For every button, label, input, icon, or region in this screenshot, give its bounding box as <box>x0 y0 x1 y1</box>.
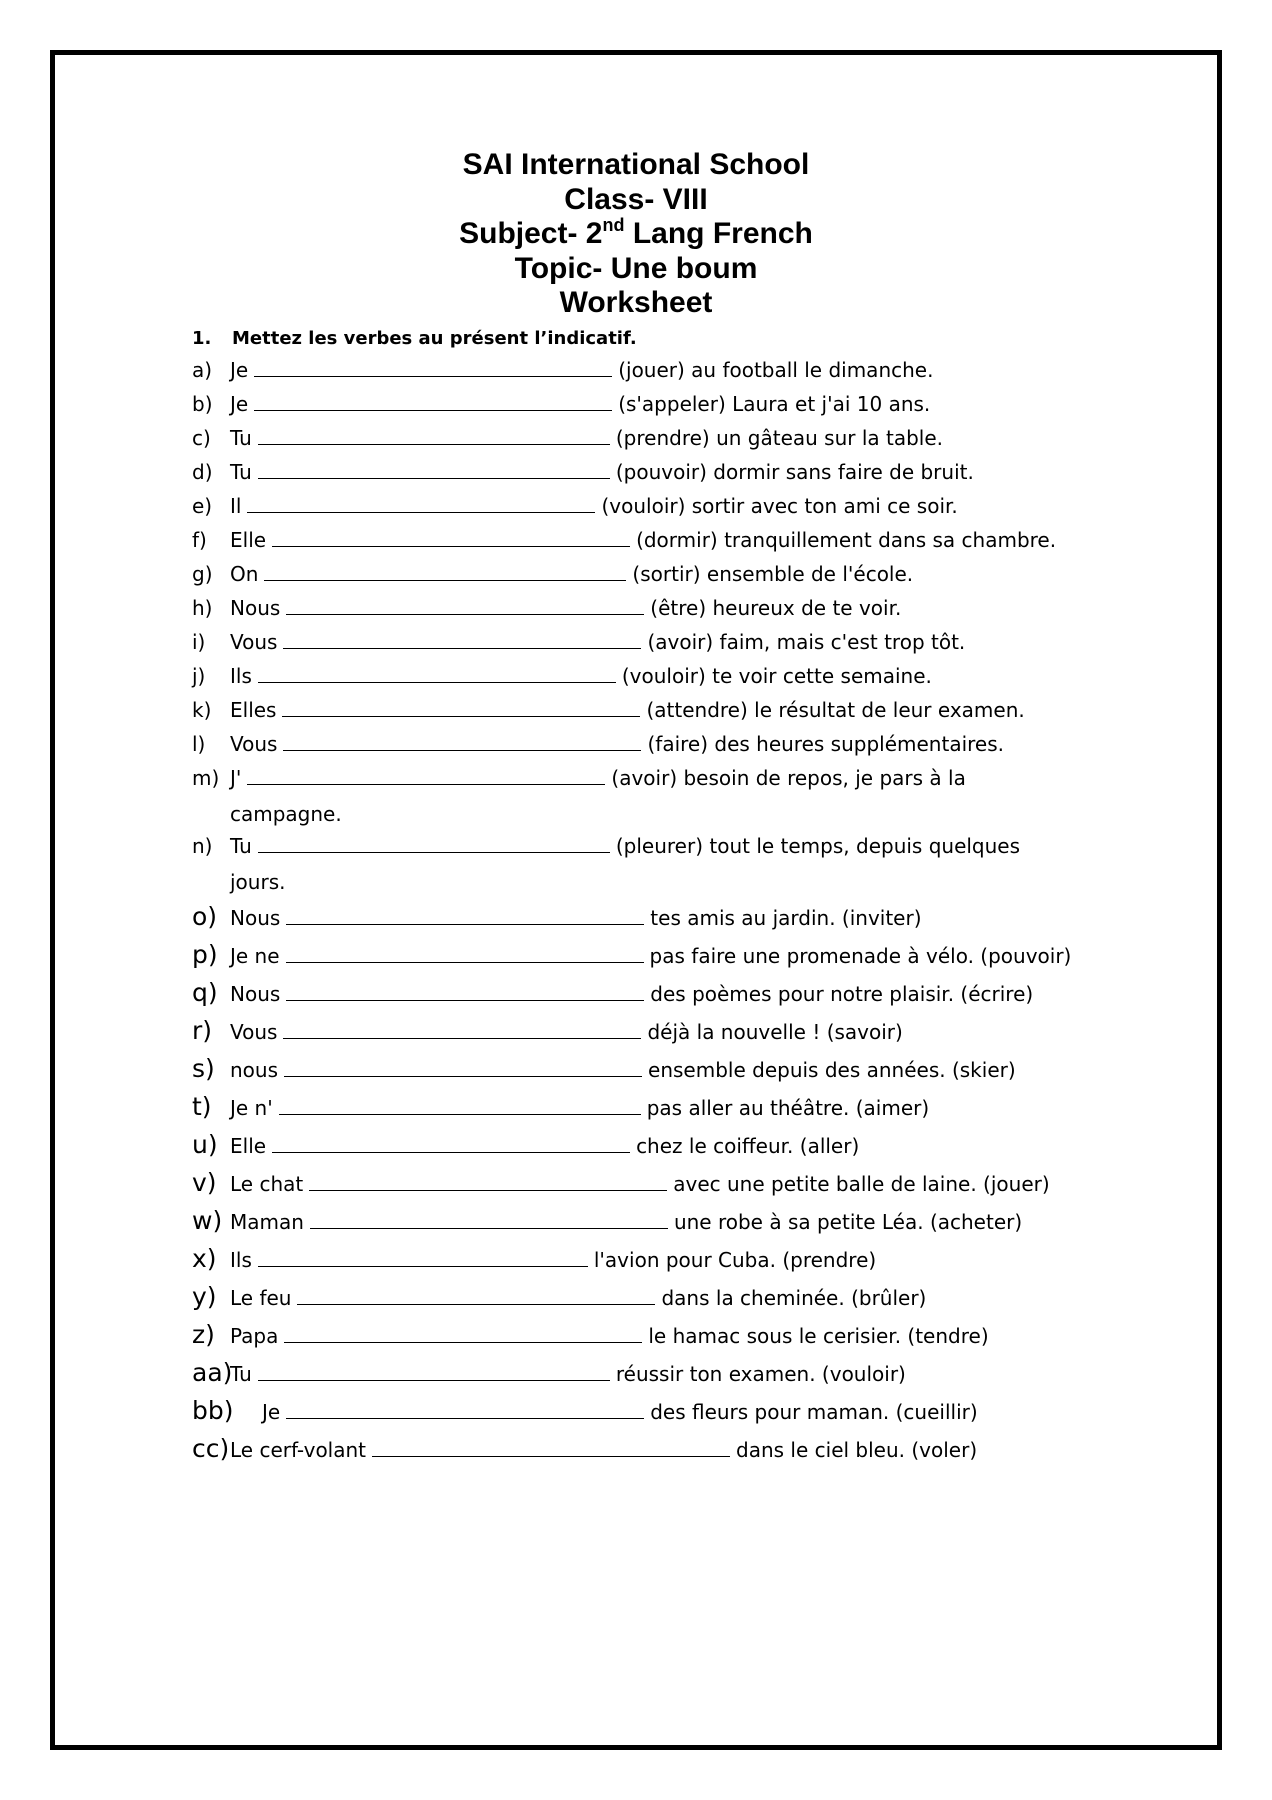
answer-blank[interactable] <box>254 360 612 377</box>
exercise-item <box>192 460 974 484</box>
item-subject: Le cerf-volant <box>230 1438 367 1462</box>
exercise-item <box>192 1358 906 1387</box>
item-subject: Ils <box>230 664 252 688</box>
answer-blank[interactable] <box>272 530 630 547</box>
answer-blank[interactable] <box>258 1250 588 1267</box>
item-subject: Papa <box>230 1324 279 1348</box>
exercise-item <box>192 978 1033 1007</box>
item-letter: s) <box>192 1054 215 1083</box>
exercise-item <box>192 426 943 450</box>
item-prompt: déjà la nouvelle ! (savoir) <box>647 1020 903 1044</box>
exercise-item <box>192 1244 876 1273</box>
item-subject: Il <box>230 494 242 518</box>
task-instruction <box>192 328 637 349</box>
answer-blank[interactable] <box>286 598 644 615</box>
answer-blank[interactable] <box>283 632 641 649</box>
item-prompt: l'avion pour Cuba. (prendre) <box>593 1248 877 1272</box>
answer-blank[interactable] <box>283 734 641 751</box>
answer-blank[interactable] <box>258 836 610 853</box>
exercise-item <box>192 1130 859 1159</box>
exercise-item <box>192 1168 1050 1197</box>
item-letter: q) <box>192 978 218 1007</box>
item-prompt: (vouloir) sortir avec ton ami ce soir. <box>601 494 958 518</box>
answer-blank[interactable] <box>254 394 612 411</box>
item-prompt: ensemble depuis des années. (skier) <box>648 1058 1016 1082</box>
item-prompt: avec une petite balle de laine. (jouer) <box>673 1172 1050 1196</box>
item-subject: Nous <box>230 596 281 620</box>
item-letter: n) <box>192 834 213 858</box>
item-prompt: (être) heureux de te voir. <box>650 596 902 620</box>
answer-blank[interactable] <box>286 946 644 963</box>
item-letter: a) <box>192 358 213 382</box>
item-continuation: campagne. <box>230 802 342 826</box>
item-letter: z) <box>192 1320 215 1349</box>
exercise-item <box>192 1054 1016 1083</box>
item-subject: Elles <box>230 698 277 722</box>
item-prompt: pas faire une promenade à vélo. (pouvoir) <box>649 944 1072 968</box>
exercise-item <box>192 1092 929 1121</box>
item-subject: Je <box>230 392 249 416</box>
answer-blank[interactable] <box>284 1060 642 1077</box>
class-label: Class- VIII <box>564 182 708 216</box>
exercise-item <box>192 596 901 620</box>
item-prompt: une robe à sa petite Léa. (acheter) <box>673 1210 1023 1234</box>
exercise-item <box>192 732 1004 756</box>
answer-blank[interactable] <box>297 1288 655 1305</box>
item-letter: r) <box>192 1016 213 1045</box>
worksheet-title: Worksheet <box>559 286 713 319</box>
answer-blank[interactable] <box>258 462 610 479</box>
item-subject: Tu <box>230 834 252 858</box>
item-subject: Vous <box>230 732 278 756</box>
item-letter: aa) <box>192 1358 233 1387</box>
item-prompt: chez le coiffeur. (aller) <box>636 1134 860 1158</box>
answer-blank[interactable] <box>258 1364 610 1381</box>
item-letter: y) <box>192 1282 217 1311</box>
item-letter: d) <box>192 460 213 484</box>
exercise-item <box>192 902 922 931</box>
item-continuation: jours. <box>230 870 286 894</box>
item-subject: Vous <box>230 630 278 654</box>
answer-blank[interactable] <box>279 1098 641 1115</box>
answer-blank[interactable] <box>310 1212 668 1229</box>
answer-blank[interactable] <box>247 496 595 513</box>
item-letter: j) <box>192 664 206 688</box>
item-subject: Maman <box>230 1210 304 1234</box>
worksheet-header <box>0 148 1272 321</box>
answer-blank[interactable] <box>309 1174 667 1191</box>
exercise-item <box>192 562 913 586</box>
item-prompt: le hamac sous le cerisier. (tendre) <box>648 1324 989 1348</box>
item-prompt: dans le ciel bleu. (voler) <box>736 1438 978 1462</box>
item-letter: v) <box>192 1168 217 1197</box>
item-letter: i) <box>192 630 206 654</box>
item-prompt: (prendre) un gâteau sur la table. <box>615 426 944 450</box>
item-subject: Je n' <box>230 1096 273 1120</box>
item-letter: k) <box>192 698 212 722</box>
item-subject: Ils <box>230 1248 252 1272</box>
item-subject: Vous <box>230 1020 278 1044</box>
exercise-item <box>192 630 965 654</box>
exercise-item <box>192 494 958 518</box>
item-subject: On <box>230 562 259 586</box>
item-prompt: pas aller au théâtre. (aimer) <box>646 1096 930 1120</box>
item-letter: x) <box>192 1244 217 1273</box>
item-subject: Je ne <box>230 944 280 968</box>
answer-blank[interactable] <box>286 984 644 1001</box>
answer-blank[interactable] <box>258 428 610 445</box>
item-letter: w) <box>192 1206 223 1235</box>
exercise-item <box>192 940 1071 969</box>
item-letter: cc) <box>192 1434 230 1463</box>
item-subject: Nous <box>230 982 281 1006</box>
item-letter: o) <box>192 902 218 931</box>
item-subject: Elle <box>230 1134 267 1158</box>
item-subject: Je <box>262 1400 281 1424</box>
item-subject: Le feu <box>230 1286 292 1310</box>
item-letter: p) <box>192 940 218 969</box>
answer-blank[interactable] <box>286 1402 644 1419</box>
item-prompt: tes amis au jardin. (inviter) <box>650 906 922 930</box>
answer-blank[interactable] <box>264 564 626 581</box>
item-subject: J' <box>230 766 242 790</box>
item-subject: Tu <box>230 426 252 450</box>
subject-suffix: Lang French <box>624 217 813 250</box>
item-letter: b) <box>192 392 213 416</box>
item-subject: Le chat <box>230 1172 304 1196</box>
item-letter: e) <box>192 494 213 518</box>
item-letter: c) <box>192 426 211 450</box>
item-prompt: (pouvoir) dormir sans faire de bruit. <box>615 460 974 484</box>
answer-blank[interactable] <box>284 1326 642 1343</box>
item-prompt: (pleurer) tout le temps, depuis quelques <box>615 834 1021 858</box>
item-subject: Je <box>230 358 249 382</box>
item-prompt: (vouloir) te voir cette semaine. <box>621 664 932 688</box>
subject-label <box>0 217 1272 252</box>
exercise-item <box>192 1320 989 1349</box>
item-prompt: (dormir) tranquillement dans sa chambre. <box>636 528 1057 552</box>
item-subject: Elle <box>230 528 267 552</box>
item-prompt: (avoir) besoin de repos, je pars à la <box>611 766 966 790</box>
subject-prefix: Subject- 2 <box>459 217 603 250</box>
item-prompt: réussir ton examen. (vouloir) <box>615 1362 906 1386</box>
task-number: 1. <box>192 328 212 349</box>
topic-label: Topic- Une boum <box>514 251 758 285</box>
answer-blank[interactable] <box>372 1440 730 1457</box>
item-letter: m) <box>192 766 220 790</box>
item-subject: Tu <box>230 1362 252 1386</box>
exercise-item <box>192 1206 1022 1235</box>
school-name: SAI International School <box>462 148 810 181</box>
item-prompt: (avoir) faim, mais c'est trop tôt. <box>647 630 966 654</box>
subject-superscript: nd <box>602 215 625 235</box>
task-text: Mettez les verbes au présent l’indicatif. <box>232 328 637 349</box>
exercise-item <box>192 1282 926 1311</box>
answer-blank[interactable] <box>258 666 616 683</box>
exercise-item <box>192 392 930 416</box>
item-subject: nous <box>230 1058 279 1082</box>
item-letter: h) <box>192 596 213 620</box>
item-prompt: (jouer) au football le dimanche. <box>618 358 934 382</box>
item-letter: l) <box>192 732 206 756</box>
item-prompt: (attendre) le résultat de leur examen. <box>646 698 1025 722</box>
item-letter: bb) <box>192 1396 234 1425</box>
item-prompt: des poèmes pour notre plaisir. (écrire) <box>650 982 1034 1006</box>
exercise-item <box>192 664 932 688</box>
item-letter: t) <box>192 1092 212 1121</box>
exercise-item <box>192 1434 977 1463</box>
answer-blank[interactable] <box>247 768 605 785</box>
exercise-item <box>192 766 966 826</box>
answer-blank[interactable] <box>272 1136 630 1153</box>
answer-blank[interactable] <box>283 1022 641 1039</box>
item-prompt: dans la cheminée. (brûler) <box>661 1286 927 1310</box>
item-letter: g) <box>192 562 213 586</box>
exercise-item <box>192 1016 903 1045</box>
item-prompt: (sortir) ensemble de l'école. <box>632 562 914 586</box>
item-prompt: (faire) des heures supplémentaires. <box>647 732 1005 756</box>
item-subject: Nous <box>230 906 281 930</box>
exercise-item <box>192 358 933 382</box>
item-prompt: des fleurs pour maman. (cueillir) <box>650 1400 978 1424</box>
item-letter: f) <box>192 528 207 552</box>
exercise-item <box>192 698 1025 722</box>
item-subject: Tu <box>230 460 252 484</box>
item-prompt: (s'appeler) Laura et j'ai 10 ans. <box>618 392 931 416</box>
answer-blank[interactable] <box>282 700 640 717</box>
exercise-item <box>192 1396 978 1425</box>
item-letter: u) <box>192 1130 218 1159</box>
exercise-item <box>192 834 1020 894</box>
exercise-item <box>192 528 1056 552</box>
answer-blank[interactable] <box>286 908 644 925</box>
